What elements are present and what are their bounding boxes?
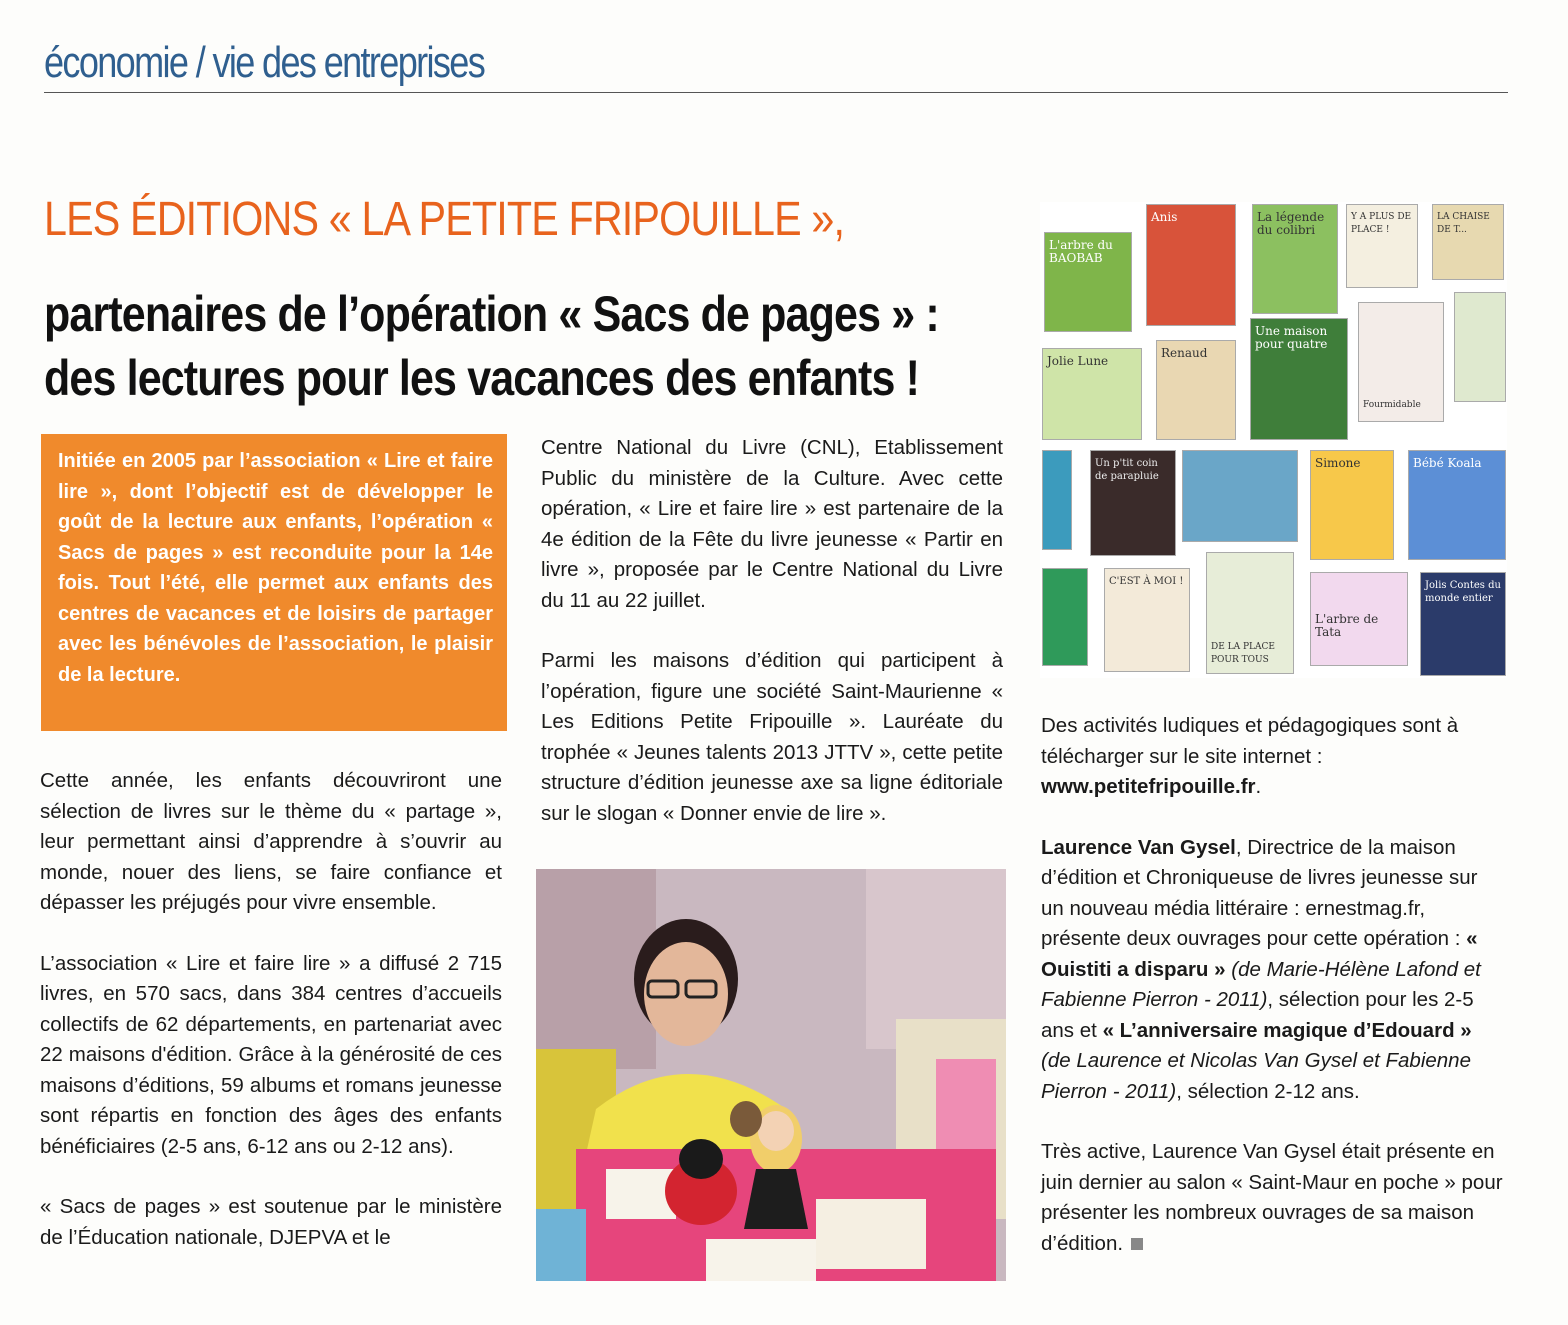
book-cover: Renaud [1156,340,1236,440]
book-cover: Un p'tit coin de parapluie [1090,450,1176,556]
book-covers-collage [1040,202,1507,678]
author-name: Laurence Van Gysel [1041,835,1236,859]
activities-end: . [1255,775,1262,798]
book-cover [1042,568,1088,666]
column-2 [541,433,1003,859]
website-link[interactable]: www.petitefripouille.fr [1041,775,1256,798]
intro-text: Initiée en 2005 par l’association « Lire et faire lire », dont l’objectif est de développer le goût de la lecture aux enfants, l’opération « Sacs de pages » est reconduite pour la 14e fois. Tout l’été, elle permet aux enfants des centres de vacances et de loisirs de partager avec les bénévoles de l’association, le plaisir de la lecture. [58,450,493,686]
book-cover: Simone [1310,450,1394,560]
col1-paragraph-2: L’association « Lire et faire lire » a diffusé 2 715 livres, en 570 sacs, dans 384 centres d’accueils collectifs de 62 départements, en partenariat avec 22 maisons d'édition. Grâce à la générosité de ces maisons d’éditions, 59 albums et romans jeunesse sont répartis en fonction des âges des enfants bénéficiaires (2-5 ans, 6-12 ans ou 2-12 ans). [40,951,502,1158]
author-description: , Directrice de la maison d’édition et Chroniqueuse de livres jeunesse sur un nouveau média littéraire : ernestmag.fr, présente deux ouvrages pour cette opération : [1041,835,1478,950]
intro-box [41,434,507,731]
book-cover: Une maison pour quatre [1250,318,1348,440]
book-cover: Jolis Contes du monde entier [1420,572,1506,676]
book2-credit: (de Laurence et Nicolas Van Gysel et Fabienne Pierron - 2011) [1041,1049,1471,1103]
col3-paragraph-2 [1041,833,1503,1108]
author-photo-illustration [536,869,1006,1281]
col2-paragraph-2: Parmi les maisons d’édition qui participent à l’opération, figure une société Saint-Maurienne « Les Editions Petite Fripouille ». Lauréate du trophée « Jeunes talents 2013 JTTV », cette petite structure d’édition jeunesse axe sa ligne éditoriale sur le slogan « Donner envie de lire ». [541,649,1003,825]
book-cover: LA CHAISE DE T... [1432,204,1504,280]
book1-title: « Ouistiti a disparu » [1041,927,1478,981]
book-cover: L'arbre du BAOBAB [1044,232,1132,332]
end-mark-icon [1131,1238,1143,1250]
book-cover: L'arbre de Tata [1310,572,1408,666]
book1-selection: , sélection pour les 2-5 ans et [1041,988,1474,1042]
headline-title: LES ÉDITIONS « LA PETITE FRIPOUILLE », [44,193,845,246]
headline-subtitle [44,282,947,410]
book-cover: La légende du colibri [1252,204,1338,314]
section-header: économie / vie des entreprises [44,38,485,87]
subtitle-line-2: des lectures pour les vacances des enfants ! [44,350,920,406]
col1-paragraph-1: Cette année, les enfants découvriront une sélection de livres sur le thème du « partage », leur permettant ainsi d’apprendre à s’ouvrir au monde, nouer des liens, se faire confiance et dépasser les préjugés pour vivre ensemble. [40,769,502,914]
book-cover: DE LA PLACE POUR TOUS [1206,552,1294,674]
col3-paragraph-1 [1041,711,1503,803]
author-photo [536,869,1006,1281]
book-cover [1182,450,1298,542]
column-1 [40,766,502,1283]
book2-title: « L’anniversaire magique d’Edouard » [1102,1018,1472,1042]
col3-p3-text: Très active, Laurence Van Gysel était présente en juin dernier au salon « Saint-Maur en poche » pour présenter les nombreux ouvrages de sa maison d’édition. [1041,1140,1503,1255]
column-3 [1041,711,1503,1289]
book-cover [1042,450,1072,550]
book1-credit: (de Marie-Hélène Lafond et Fabienne Pierron - 2011) [1041,957,1481,1011]
header-rule [44,92,1508,93]
book-cover: Jolie Lune [1042,348,1142,440]
book-cover: Fourmidable [1358,302,1444,422]
book-cover: C'EST À MOI ! [1104,568,1190,672]
book-cover: Anis [1146,204,1236,326]
activities-text: Des activités ludiques et pédagogiques sont à télécharger sur le site internet : [1041,714,1459,768]
book-cover [1454,292,1506,402]
col1-paragraph-3: « Sacs de pages » est soutenue par le ministère de l’Éducation nationale, DJEPVA et le [40,1195,502,1249]
subtitle-line-1: partenaires de l’opération « Sacs de pages » : [44,286,939,342]
col2-paragraph-1: Centre National du Livre (CNL), Etablissement Public du ministère de la Culture. Avec cette opération, « Lire et faire lire » est partenaire de la 4e édition de la Fête du livre jeunesse « Partir en livre », proposée par le Centre National du Livre du 11 au 22 juillet. [541,436,1003,612]
book-cover: Y A PLUS DE PLACE ! [1346,204,1418,288]
book2-selection: , sélection 2-12 ans. [1176,1079,1360,1103]
book-cover: Bébé Koala [1408,450,1506,560]
col3-paragraph-3 [1041,1137,1503,1259]
